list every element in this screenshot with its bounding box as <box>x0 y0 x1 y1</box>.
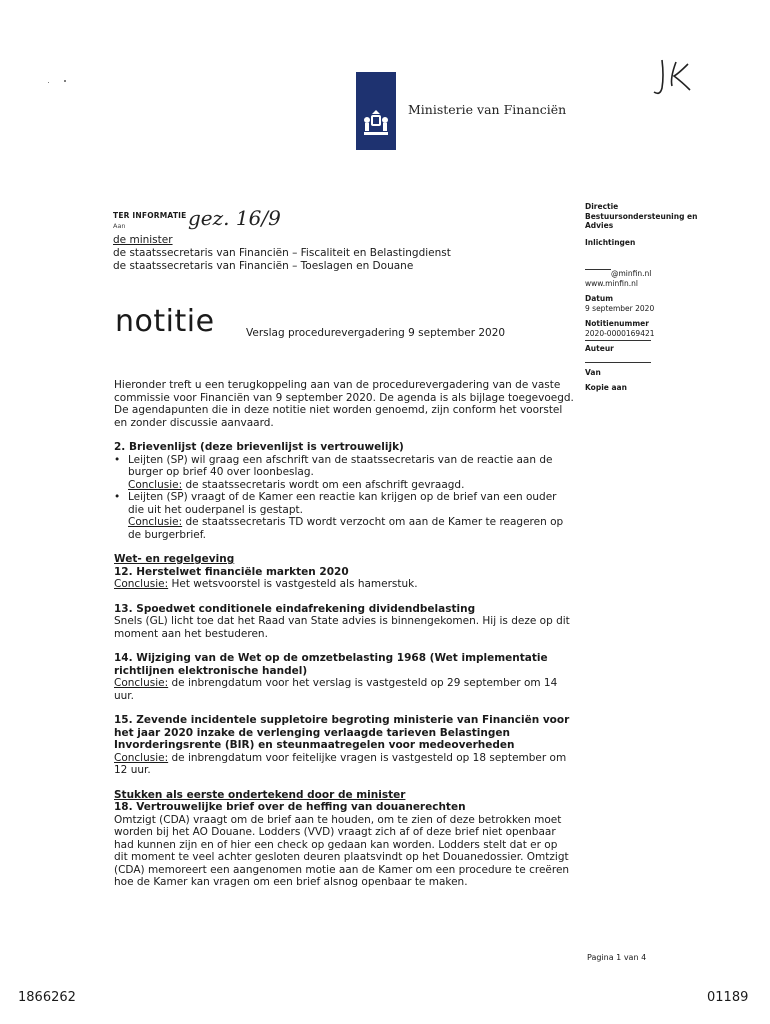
recipient-list <box>113 234 451 273</box>
section-18-text: Omtzigt (CDA) vraagt om de brief aan te houden, om te zien of deze betrokken moet worden bij het AO Douane. Lodders (VVD) vraagt zich af of deze brief niet openbaar had kunnen zijn en of hier een check op gedaan kan worden. Lodders stelt dat er op dit moment te veel achter gesloten deuren plaatsvindt op het Douanedossier. Omtzigt (CDA) memoreert een aangenomen motie aan de Kamer om een procedure te creëren hoe de Kamer kan vragen om een brief alsnog openbaar te maken. <box>114 813 570 888</box>
scan-speck <box>48 82 49 83</box>
conclusie-text: de staatssecretaris TD wordt verzocht om aan de Kamer te reageren op de burgerbrief. <box>128 516 564 541</box>
coat-of-arms-icon <box>362 108 390 138</box>
conclusie-label: Conclusie: <box>128 478 183 491</box>
datum-value: 9 september 2020 <box>585 303 655 313</box>
section-wet-regelgeving <box>114 553 574 591</box>
section-14-conclusie <box>114 677 574 702</box>
aan-label: Aan <box>113 222 126 230</box>
sidebar-divider <box>585 340 651 341</box>
bullet-text: Leijten (SP) wil graag een afschrift van de staatssecretaris van de reactie aan de burger op brief 40 over loonbeslag. <box>128 453 553 478</box>
document-id-left: 1866262 <box>18 990 76 1005</box>
notitienummer-value: 2020-0000169421 <box>585 328 655 338</box>
scan-speck <box>64 80 66 82</box>
ministry-logo <box>356 72 396 150</box>
conclusie-label: Conclusie: <box>114 751 169 764</box>
section-13 <box>114 603 574 641</box>
document-subject: Verslag procedurevergadering 9 september 2020 <box>246 327 506 339</box>
section-12-title: 12. Herstelwet financiële markten 2020 <box>114 565 349 578</box>
bullet-text: Leijten (SP) vraagt of de Kamer een reactie kan krijgen op de brief van een ouder die uit het ouderpanel is gestapt. <box>128 491 557 516</box>
redacted-bar <box>585 269 611 270</box>
list-item <box>114 491 574 541</box>
conclusie-label: Conclusie: <box>114 578 169 590</box>
section-14-title: 14. Wijziging van de Wet op de omzetbelasting 1968 (Wet implementatie richtlijnen elektronische handel) <box>114 652 548 677</box>
handwritten-note: gez. 16/9 <box>188 206 281 230</box>
recipient-staatssecretaris-fiscaliteit: de staatssecretaris van Financiën – Fiscaliteit en Belastingdienst <box>113 247 451 259</box>
handwritten-initials <box>648 56 698 100</box>
conclusie-label: Conclusie: <box>114 677 169 689</box>
conclusie-text: de inbrengdatum voor het verslag is vastgesteld op 29 september om 14 uur. <box>114 677 558 702</box>
document-body <box>114 379 574 889</box>
section-stukken <box>114 789 574 889</box>
document-id-right: 01189 <box>707 990 749 1005</box>
notitienummer-label: Notitienummer <box>585 319 649 328</box>
conclusie-label: Conclusie: <box>128 516 183 528</box>
section-15-title: 15. Zevende incidentele suppletoire begroting ministerie van Financiën voor het jaar 2020 inzake de verlenging verlaagde tarieven Belastingen Invorderingsrente (BIR) en steunmaatregelen voor medeoverheden <box>114 714 570 751</box>
section-18-title: 18. Vertrouwelijke brief over de heffing van douanerechten <box>114 801 466 813</box>
datum-label: Datum <box>585 294 614 303</box>
intro-paragraph: Hieronder treft u een terugkoppeling aan van de procedurevergadering van de vaste commissie voor Financiën van 9 september 2020. De agenda is als bijlage toegevoegd. De agendapunten die in deze notitie niet worden genoemd, zijn conform het voorstel en zonder discussie aanvaard. <box>114 379 574 429</box>
sidebar-divider <box>585 362 651 363</box>
document-type-title: notitie <box>115 304 215 339</box>
email-text: @minfin.nl <box>611 269 652 278</box>
sidebar <box>585 202 725 393</box>
page-number: Pagina 1 van 4 <box>587 953 647 962</box>
list-item <box>114 454 574 492</box>
section-2-title: 2. Brievenlijst (deze brievenlijst is vertrouwelijk) <box>114 441 404 453</box>
contact-email <box>585 269 725 279</box>
address-label: TER INFORMATIE <box>113 211 187 220</box>
section-12-conclusie <box>114 578 574 591</box>
section-13-text: Snels (GL) licht toe dat het Raad van State advies is binnengekomen. Hij is deze op dit moment aan het bestuderen. <box>114 615 570 640</box>
inlichtingen-label: Inlichtingen <box>585 237 636 247</box>
section-15 <box>114 714 574 777</box>
auteur-label: Auteur <box>585 344 614 353</box>
recipient-staatssecretaris-toeslagen: de staatssecretaris van Financiën – Toeslagen en Douane <box>113 260 414 272</box>
conclusie-text: de staatssecretaris wordt om een afschrift gevraagd. <box>182 478 465 491</box>
section-2 <box>114 441 574 541</box>
section-13-title: 13. Spoedwet conditionele eindafrekening dividendbelasting <box>114 602 476 615</box>
van-label: Van <box>585 367 601 377</box>
website: www.minfin.nl <box>585 278 638 288</box>
stukken-heading: Stukken als eerste ondertekend door de minister <box>114 788 406 801</box>
recipient-minister: de minister <box>113 234 173 246</box>
section-14 <box>114 652 574 702</box>
section-15-conclusie <box>114 752 574 777</box>
kopie-label: Kopie aan <box>585 383 627 392</box>
wet-regelgeving-heading: Wet- en regelgeving <box>114 553 235 565</box>
conclusie-text: Het wetsvoorstel is vastgesteld als hamerstuk. <box>168 578 418 590</box>
ministry-name: Ministerie van Financiën <box>408 102 567 117</box>
directie-value: Bestuursondersteuning en Advies <box>585 211 698 230</box>
directie-label: Directie <box>585 202 619 211</box>
conclusie-text: de inbrengdatum voor feitelijke vragen is vastgesteld op 18 september om 12 uur. <box>114 751 567 776</box>
